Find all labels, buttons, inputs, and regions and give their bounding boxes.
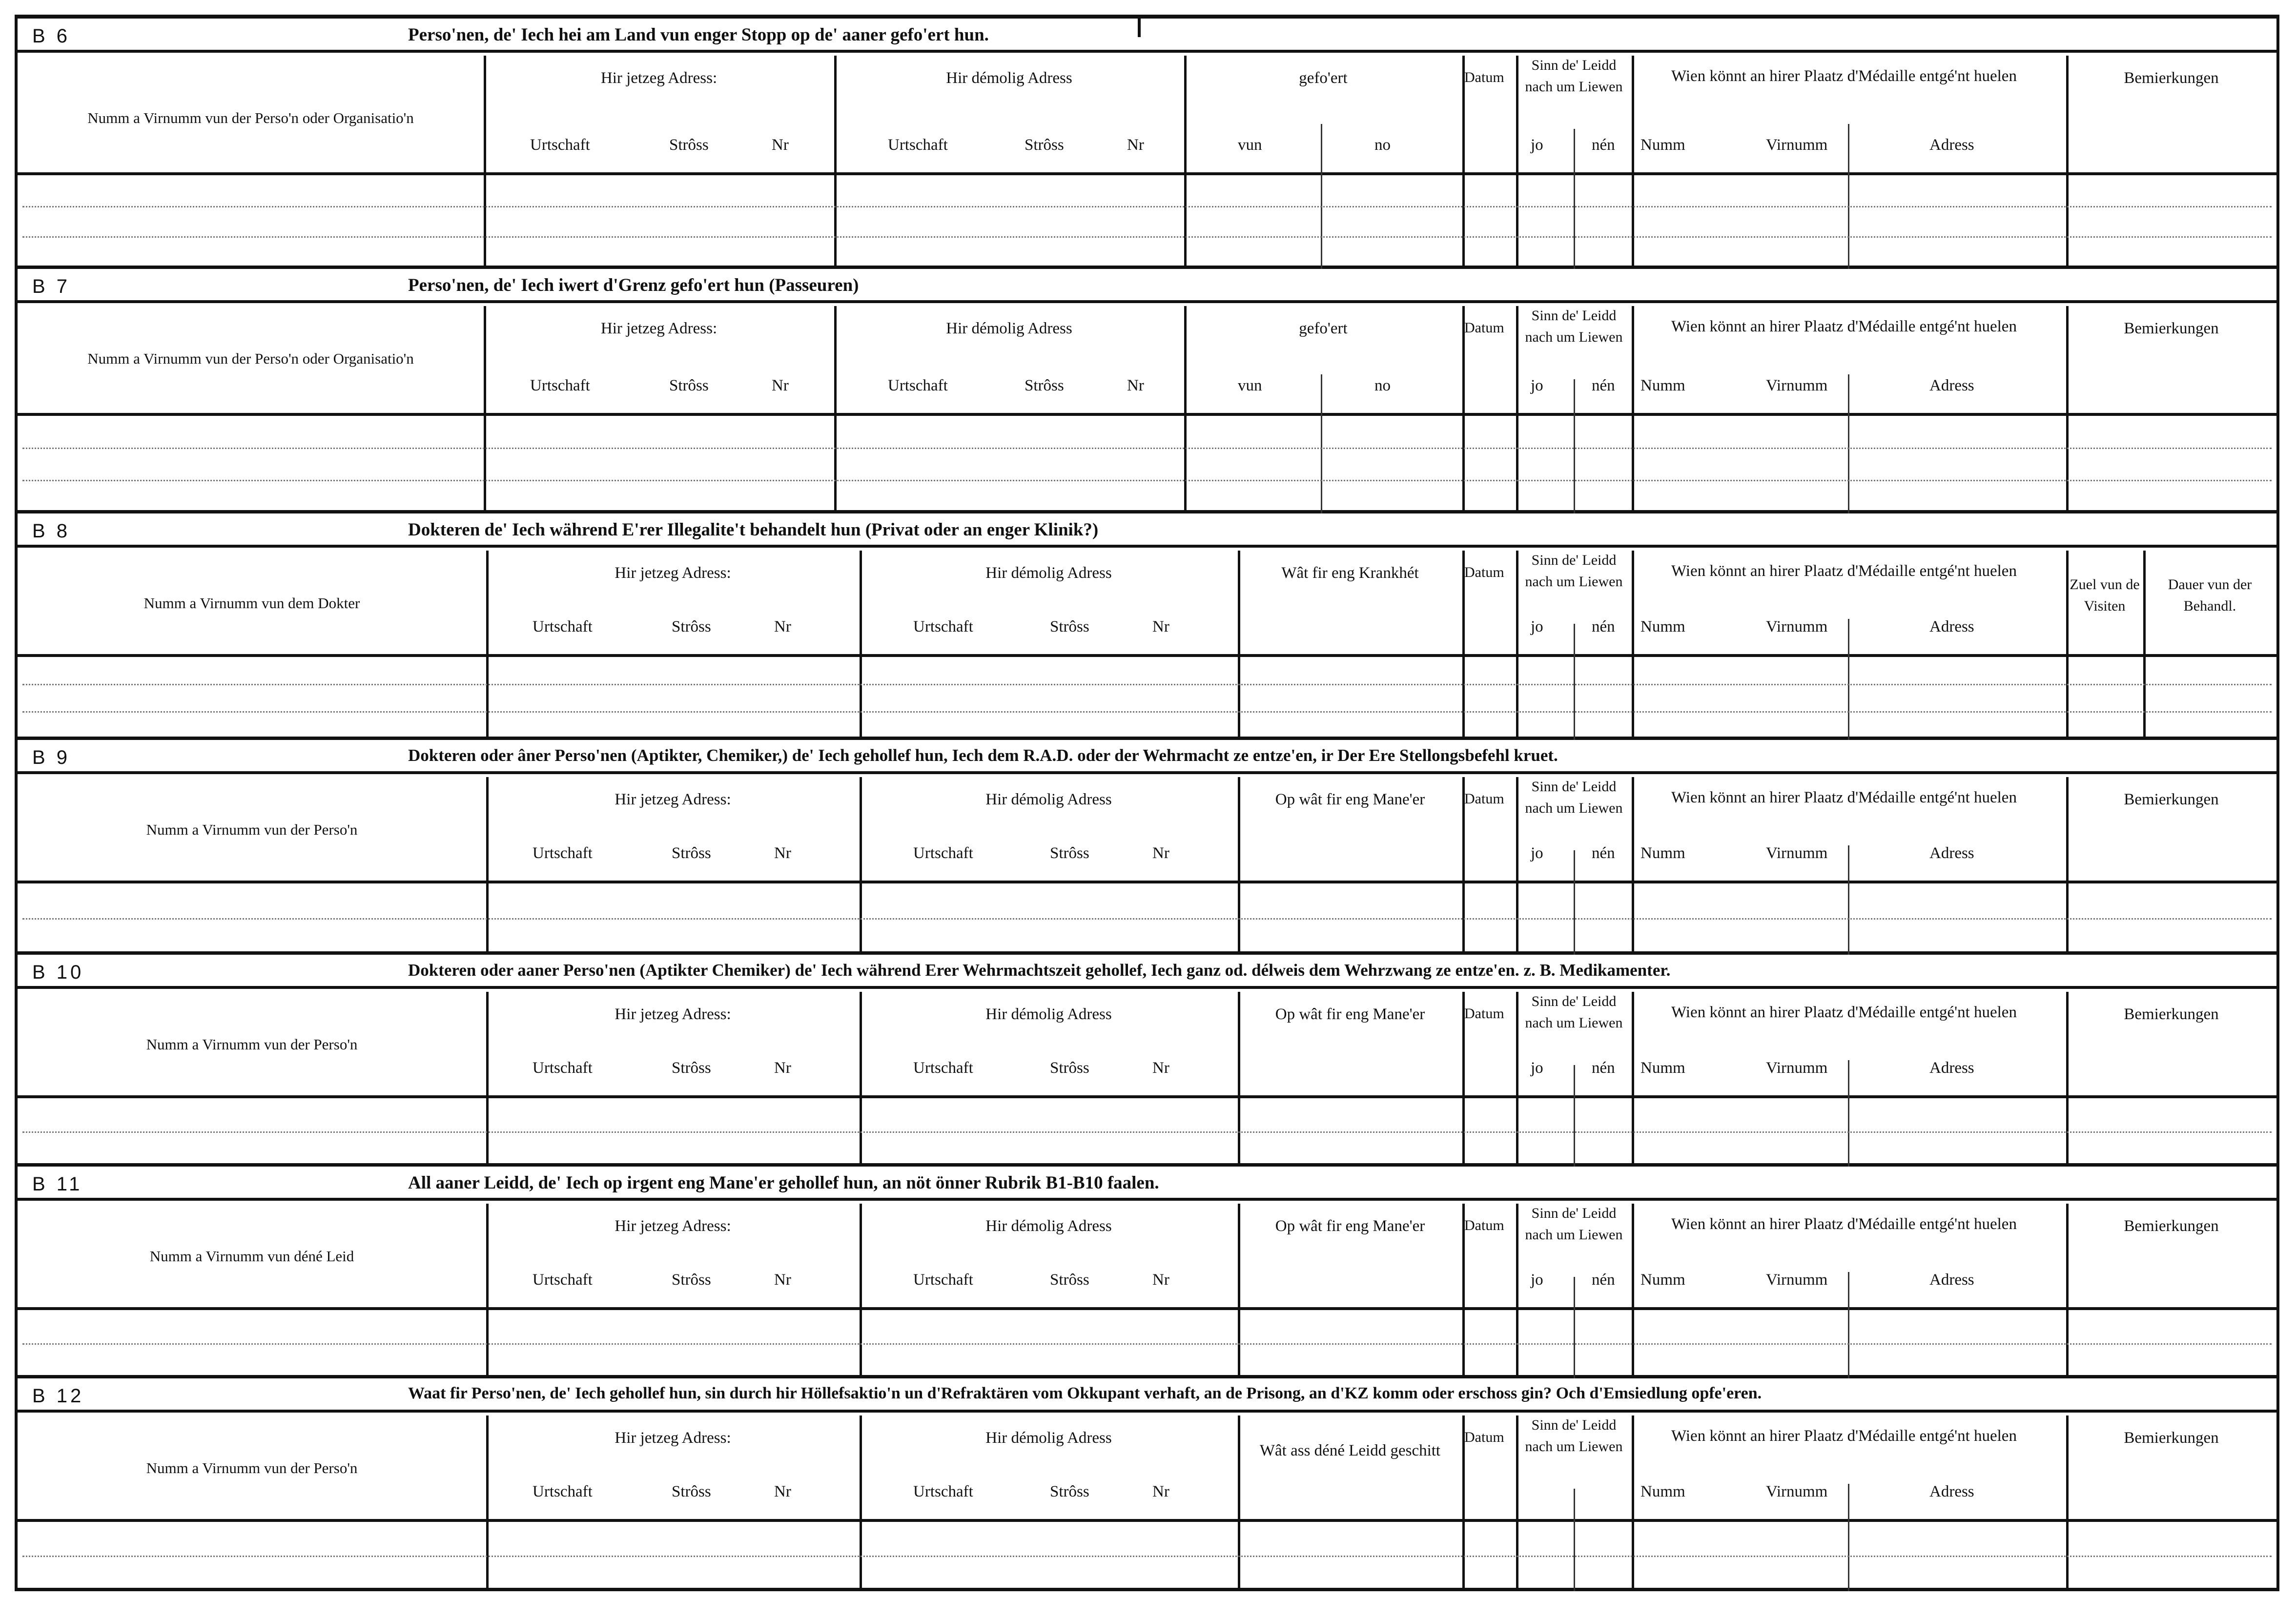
remarks-header: Bemierkungen (2124, 1217, 2219, 1235)
section-title: Perso'nen, de' Iech hei am Land vun enger Stopp op de' aaner gefo'ert hun. (408, 25, 989, 45)
column-divider (1516, 1204, 1518, 1378)
nr-label: Nr (1152, 1059, 1169, 1077)
medal-recipient-header: Wien könnt an hirer Plaatz d'Médaille entgé'nt huelen (1671, 1215, 2017, 1233)
section-b10 (18, 955, 2276, 1167)
entry-dotted-line (22, 236, 2272, 238)
entry-dotted-line (22, 480, 2272, 481)
row-divider (18, 654, 2276, 657)
section-b11 (18, 1167, 2276, 1378)
datum-header: Datum (1464, 320, 1504, 336)
remarks-header: Bemierkungen (2124, 69, 2219, 87)
column-divider (1848, 845, 1849, 955)
row-divider (18, 172, 2276, 175)
former-address-header: Hir démolig Adress (946, 69, 1072, 87)
section-code: B 11 (32, 1173, 83, 1195)
alive-header: Sinn de' Leidd nach um Liewen (1525, 779, 1623, 816)
remarks-header: Bemierkungen (2124, 1005, 2219, 1023)
current-address-header: Hir jetzeg Adress: (600, 69, 718, 87)
alive-header: Sinn de' Leidd nach um Liewen (1525, 1205, 1623, 1243)
numm-label: Numm (1640, 1271, 1685, 1289)
nen-label: nén (1592, 1271, 1615, 1289)
nen-label: nén (1592, 1059, 1615, 1077)
urtschaft-label: Urtschaft (533, 1059, 593, 1077)
section-title: All aaner Leidd, de' Iech op irgent eng Mane'er gehollef hun, an nöt önner Rubrik B1-B10 faalen. (408, 1173, 1159, 1193)
urtschaft-label: Urtschaft (533, 618, 593, 636)
nr-label: Nr (774, 618, 791, 636)
jo-label: jo (1531, 1271, 1543, 1289)
nr-label: Nr (774, 1059, 791, 1077)
nr-label: Nr (772, 377, 789, 394)
nen-label: nén (1592, 377, 1615, 394)
row-divider (18, 1519, 2276, 1522)
entry-dotted-line (22, 1556, 2272, 1557)
manner-header: Op wât fir eng Mane'er (1275, 1005, 1425, 1023)
urtschaft-label: Urtschaft (913, 844, 973, 862)
name-column-header: Numm a Virnumm vun der Perso'n oder Organisatio'n (87, 350, 414, 367)
row-divider (18, 1095, 2276, 1098)
section-header (18, 1378, 2276, 1413)
numm-label: Numm (1640, 377, 1685, 394)
what-happened-header: Wât ass déné Leidd geschitt (1259, 1442, 1441, 1459)
former-address-header: Hir démolig Adress (985, 564, 1112, 582)
section-header (18, 19, 2276, 53)
jo-label: jo (1531, 844, 1543, 862)
manner-header: Op wât fir eng Mane'er (1275, 791, 1425, 808)
column-divider (1516, 306, 1518, 513)
column-divider (1462, 306, 1465, 513)
current-address-header: Hir jetzeg Adress: (615, 1217, 731, 1235)
column-divider (1848, 374, 1849, 513)
nr-label: Nr (1152, 618, 1169, 636)
numm-label: Numm (1640, 1059, 1685, 1077)
nen-label: nén (1592, 136, 1615, 154)
column-divider (1574, 129, 1575, 269)
section-b6 (18, 19, 2276, 269)
column-divider (1516, 1415, 1518, 1591)
urtschaft-label: Urtschaft (913, 1483, 973, 1500)
current-address-header: Hir jetzeg Adress: (615, 1005, 731, 1023)
nr-label: Nr (774, 1483, 791, 1500)
section-code: B 10 (32, 962, 84, 983)
section-b7 (18, 269, 2276, 513)
column-divider (1574, 1489, 1575, 1591)
section-code: B 12 (32, 1385, 84, 1407)
section-b12 (18, 1378, 2276, 1591)
column-divider (1574, 1065, 1575, 1167)
column-divider (1632, 306, 1634, 513)
virnumm-label: Virnumm (1766, 136, 1828, 154)
section-header (18, 740, 2276, 774)
alive-header: Sinn de' Leidd nach um Liewen (1525, 1417, 1623, 1455)
column-divider (1632, 777, 1634, 955)
vun-label: vun (1238, 136, 1262, 154)
nr-label: Nr (1152, 1271, 1169, 1289)
entry-dotted-line (22, 918, 2272, 920)
current-address-header: Hir jetzeg Adress: (615, 791, 731, 808)
name-column-header: Numm a Virnumm vun der Perso'n (146, 1036, 358, 1053)
stross-label: Strôss (1050, 844, 1089, 862)
remarks-header: Bemierkungen (2124, 1429, 2219, 1447)
urtschaft-label: Urtschaft (530, 377, 590, 394)
section-b8 (18, 513, 2276, 740)
column-divider (1574, 1277, 1575, 1378)
row-divider (18, 881, 2276, 883)
urtschaft-label: Urtschaft (913, 1271, 973, 1289)
current-address-header: Hir jetzeg Adress: (615, 564, 731, 582)
row-divider (18, 1307, 2276, 1310)
gefoert-header: gefo'ert (1299, 320, 1348, 337)
virnumm-label: Virnumm (1766, 1483, 1828, 1500)
remarks-header: Bemierkungen (2124, 791, 2219, 808)
no-label: no (1374, 136, 1391, 154)
row-divider (18, 413, 2276, 416)
nr-label: Nr (774, 844, 791, 862)
medal-recipient-header: Wien könnt an hirer Plaatz d'Médaille entgé'nt huelen (1671, 789, 2017, 806)
column-divider (1574, 624, 1575, 740)
gefoert-header: gefo'ert (1299, 69, 1348, 87)
name-column-header: Numm a Virnumm vun dem Dokter (144, 595, 360, 612)
name-column-header: Numm a Virnumm vun der Perso'n oder Organisatio'n (87, 109, 414, 126)
datum-header: Datum (1464, 791, 1504, 807)
stross-label: Strôss (1050, 1271, 1089, 1289)
jo-label: jo (1531, 377, 1543, 394)
section-title: Dokteren de' Iech während E'rer Illegalite't behandelt hun (Privat oder an enger Klinik?) (408, 520, 1099, 540)
section-header (18, 513, 2276, 548)
alive-header: Sinn de' Leidd nach um Liewen (1525, 552, 1623, 590)
urtschaft-label: Urtschaft (888, 377, 948, 394)
datum-header: Datum (1464, 69, 1504, 85)
form-page (15, 15, 2279, 1591)
column-divider (1516, 992, 1518, 1167)
nr-label: Nr (1127, 377, 1144, 394)
numm-label: Numm (1640, 844, 1685, 862)
stross-label: Strôss (672, 618, 711, 636)
former-address-header: Hir démolig Adress (985, 1429, 1112, 1447)
name-column-header: Numm a Virnumm vun déné Leid (149, 1248, 354, 1265)
column-divider (1574, 850, 1575, 955)
former-address-header: Hir démolig Adress (985, 1217, 1112, 1235)
datum-header: Datum (1464, 1429, 1504, 1445)
column-divider (1238, 1415, 1240, 1591)
column-divider (1848, 1060, 1849, 1167)
treatment-duration-header: Dauer vun der Behandl. (2168, 576, 2252, 614)
section-title: Dokteren oder aaner Perso'nen (Aptikter Chemiker) de' Iech während Erer Wehrmachtszeit gehollef, Iech ganz od. délweis dem Wehrzwang ze entze'en. z. B. Medikamenter. (408, 961, 1671, 980)
datum-header: Datum (1464, 564, 1504, 580)
stross-label: Strôss (672, 1059, 711, 1077)
adress-label: Adress (1929, 136, 1974, 154)
name-column-header: Numm a Virnumm vun der Perso'n (146, 1459, 358, 1477)
no-label: no (1374, 377, 1391, 394)
column-divider (1848, 1272, 1849, 1378)
urtschaft-label: Urtschaft (913, 618, 973, 636)
section-code: B 6 (32, 25, 71, 47)
jo-label: jo (1531, 618, 1543, 636)
numm-label: Numm (1640, 1483, 1685, 1500)
datum-header: Datum (1464, 1217, 1504, 1233)
stross-label: Strôss (669, 377, 709, 394)
section-code: B 7 (32, 276, 71, 297)
section-b9 (18, 740, 2276, 955)
alive-header: Sinn de' Leidd nach um Liewen (1525, 57, 1623, 95)
former-address-header: Hir démolig Adress (946, 320, 1072, 337)
nr-label: Nr (1152, 1483, 1169, 1500)
section-header (18, 1167, 2276, 1201)
entry-dotted-line (22, 1343, 2272, 1345)
column-divider (1321, 124, 1322, 269)
stross-label: Strôss (1025, 136, 1064, 154)
medal-recipient-header: Wien könnt an hirer Plaatz d'Médaille entgé'nt huelen (1671, 318, 2017, 335)
column-divider (1516, 777, 1518, 955)
illness-header: Wât fir eng Krankhét (1281, 564, 1419, 582)
column-divider (1632, 1415, 1634, 1591)
virnumm-label: Virnumm (1766, 1059, 1828, 1077)
stross-label: Strôss (1050, 618, 1089, 636)
alive-header: Sinn de' Leidd nach um Liewen (1525, 308, 1623, 345)
entry-dotted-line (22, 711, 2272, 713)
virnumm-label: Virnumm (1766, 1271, 1828, 1289)
urtschaft-label: Urtschaft (913, 1059, 973, 1077)
nen-label: nén (1592, 844, 1615, 862)
section-code: B 8 (32, 520, 71, 542)
entry-dotted-line (22, 448, 2272, 449)
current-address-header: Hir jetzeg Adress: (615, 1429, 731, 1447)
urtschaft-label: Urtschaft (888, 136, 948, 154)
adress-label: Adress (1929, 844, 1974, 862)
adress-label: Adress (1929, 377, 1974, 394)
stross-label: Strôss (1025, 377, 1064, 394)
nen-label: nén (1592, 618, 1615, 636)
column-divider (1848, 619, 1849, 740)
stross-label: Strôss (1050, 1483, 1089, 1500)
column-divider (1321, 374, 1322, 513)
datum-header: Datum (1464, 1005, 1504, 1022)
urtschaft-label: Urtschaft (533, 1271, 593, 1289)
current-address-header: Hir jetzeg Adress: (600, 320, 718, 337)
visit-count-header: Zuel vun de Visiten (2070, 576, 2140, 614)
virnumm-label: Virnumm (1766, 377, 1828, 394)
virnumm-label: Virnumm (1766, 844, 1828, 862)
entry-dotted-line (22, 1131, 2272, 1133)
adress-label: Adress (1929, 1271, 1974, 1289)
column-divider (1632, 992, 1634, 1167)
column-divider (1574, 379, 1575, 513)
medal-recipient-header: Wien könnt an hirer Plaatz d'Médaille entgé'nt huelen (1671, 1427, 2017, 1445)
stross-label: Strôss (1050, 1059, 1089, 1077)
adress-label: Adress (1929, 1059, 1974, 1077)
nr-label: Nr (772, 136, 789, 154)
section-header (18, 955, 2276, 989)
urtschaft-label: Urtschaft (533, 1483, 593, 1500)
stross-label: Strôss (672, 1483, 711, 1500)
stross-label: Strôss (672, 844, 711, 862)
section-title: Waat fir Perso'nen, de' Iech gehollef hun, sin durch hir Höllefsaktio'n un d'Refraktären vom Okkupant verhaft, an de Prisong, an d'KZ komm oder erschoss gin? Och d'Emsiedlung opfe'eren. (408, 1384, 1762, 1402)
column-divider (1848, 1484, 1849, 1591)
urtschaft-label: Urtschaft (530, 136, 590, 154)
medal-recipient-header: Wien könnt an hirer Plaatz d'Médaille entgé'nt huelen (1671, 562, 2017, 580)
nr-label: Nr (774, 1271, 791, 1289)
alive-header: Sinn de' Leidd nach um Liewen (1525, 993, 1623, 1031)
urtschaft-label: Urtschaft (533, 844, 593, 862)
former-address-header: Hir démolig Adress (985, 791, 1112, 808)
nr-label: Nr (1152, 844, 1169, 862)
column-divider (1632, 1204, 1634, 1378)
section-title: Perso'nen, de' Iech iwert d'Grenz gefo'ert hun (Passeuren) (408, 275, 859, 295)
jo-label: jo (1531, 1059, 1543, 1077)
section-code: B 9 (32, 747, 71, 768)
medal-recipient-header: Wien könnt an hirer Plaatz d'Médaille entgé'nt huelen (1671, 1004, 2017, 1021)
section-title: Dokteren oder âner Perso'nen (Aptikter, Chemiker,) de' Iech gehollef hun, Iech dem R.A.D. oder der Wehrmacht ze entze'en, ir Der Ere Stellongsbefehl kruet. (408, 746, 1558, 765)
adress-label: Adress (1929, 618, 1974, 636)
jo-label: jo (1531, 136, 1543, 154)
nr-label: Nr (1127, 136, 1144, 154)
numm-label: Numm (1640, 618, 1685, 636)
name-column-header: Numm a Virnumm vun der Perso'n (146, 821, 358, 838)
stross-label: Strôss (672, 1271, 711, 1289)
section-header (18, 269, 2276, 303)
adress-label: Adress (1929, 1483, 1974, 1500)
vun-label: vun (1238, 377, 1262, 394)
remarks-header: Bemierkungen (2124, 320, 2219, 337)
numm-label: Numm (1640, 136, 1685, 154)
former-address-header: Hir démolig Adress (985, 1005, 1112, 1023)
entry-dotted-line (22, 684, 2272, 685)
manner-header: Op wât fir eng Mane'er (1275, 1217, 1425, 1235)
entry-dotted-line (22, 206, 2272, 207)
column-divider (1848, 124, 1849, 269)
medal-recipient-header: Wien könnt an hirer Plaatz d'Médaille entgé'nt huelen (1671, 67, 2017, 85)
stross-label: Strôss (669, 136, 709, 154)
virnumm-label: Virnumm (1766, 618, 1828, 636)
